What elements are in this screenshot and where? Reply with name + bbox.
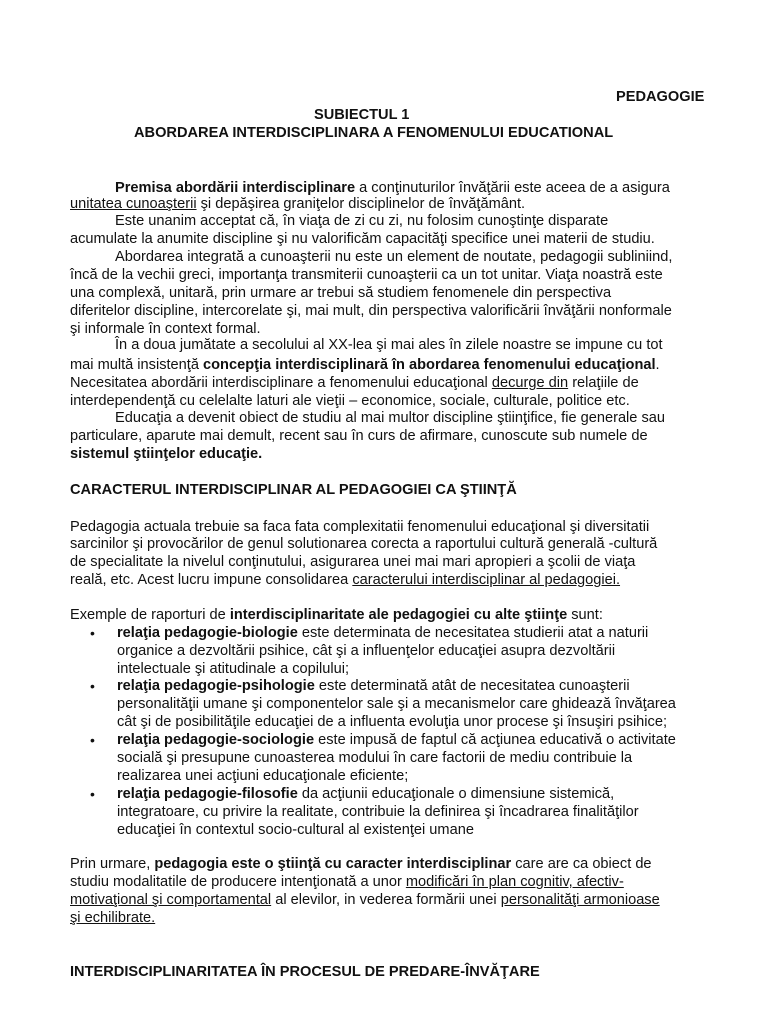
document-title: ABORDAREA INTERDISCIPLINARA A FENOMENULUI EDUCATIONAL bbox=[134, 125, 614, 141]
subject-label: PEDAGOGIE bbox=[616, 89, 705, 105]
bullet-line: integratoare, cu privire la realitate, contribuie la definirea şi încadrarea finalităţilor bbox=[117, 804, 639, 820]
intro-line: mai multă insistenţă concepţia interdisciplinară în abordarea fenomenului educaţional. bbox=[70, 357, 660, 373]
bullet-dot: • bbox=[90, 678, 95, 694]
bullet-line: intelectuale şi atitudinale a copilului; bbox=[117, 661, 350, 677]
conclusion-line: studiu modalitatile de producere intenţionată a unor modificări în plan cognitiv, afectiv- bbox=[70, 874, 624, 890]
bullet-line: educaţiei în contextul socio-cultural al existenţei umane bbox=[117, 822, 474, 838]
intro-line: unitatea cunoaşterii şi depăşirea graniţelor disciplinelor de învăţământ. bbox=[70, 196, 526, 212]
section-heading: CARACTERUL INTERDISCIPLINAR AL PEDAGOGIEI CA ŞTIINŢĂ bbox=[70, 482, 517, 498]
section-line: Pedagogia actuala trebuie sa faca fata complexitatii fenomenului educaţional şi diversitatii bbox=[70, 519, 650, 535]
intro-line: Necesitatea abordării interdisciplinare a fenomenului educaţional decurge din relaţiile de bbox=[70, 375, 639, 391]
bullet-dot: • bbox=[90, 625, 95, 641]
bullet-line: relaţia pedagogie-biologie este determinata de necesitatea studierii atat a naturii bbox=[117, 625, 649, 641]
intro-line: interdependenţă cu celelalte laturi ale vieţii – economice, sociale, culturale, politice etc. bbox=[70, 393, 630, 409]
intro-line: acumulate la anumite discipline şi nu valorificăm capacităţi specifice unei materii de studiu. bbox=[70, 231, 655, 247]
section-line: Exemple de raporturi de interdisciplinaritate ale pedagogiei cu alte ştiinţe sunt: bbox=[70, 607, 603, 623]
intro-line: În a doua jumătate a secolului al XX-lea şi mai ales în zilele noastre se impune cu tot bbox=[115, 337, 663, 353]
intro-line: Premisa abordării interdisciplinare a conţinuturilor învăţării este aceea de a asigura bbox=[115, 180, 670, 196]
intro-line: şi informale în context formal. bbox=[70, 321, 261, 337]
bullet-line: relaţia pedagogie-filosofie da acţiunii educaţionale o dimensiune sistemică, bbox=[117, 786, 615, 802]
subiect-heading: SUBIECTUL 1 bbox=[314, 107, 410, 123]
conclusion-line: motivaţional şi comportamental al elevilor, in vederea formării unei personalităţi armonioase bbox=[70, 892, 660, 908]
bullet-line: socială şi presupune cunoasterea modului în care factorii de mediu contribuie la bbox=[117, 750, 633, 766]
bullet-line: relaţia pedagogie-psihologie este determinată atât de necesitatea cunoaşterii bbox=[117, 678, 630, 694]
intro-line: una complexă, unitară, prin urmare ar trebui să studiem fenomenele din perspectiva bbox=[70, 285, 612, 301]
intro-line: particulare, aparute mai demult, recent sau în curs de afirmare, cunoscute sub numele de bbox=[70, 428, 648, 444]
intro-line: sistemul ştiinţelor educaţie. bbox=[70, 446, 263, 462]
section-heading: INTERDISCIPLINARITATEA ÎN PROCESUL DE PREDARE-ÎNVĂŢARE bbox=[70, 964, 540, 980]
intro-line: încă de la vechii greci, importanţa transmiterii cunoaşterii ca un tot unitar. Viaţa noastră este bbox=[70, 267, 663, 283]
bullet-line: realizarea unei acţiuni educaţionale eficiente; bbox=[117, 768, 409, 784]
intro-line: Este unanim acceptat că, în viaţa de zi cu zi, nu folosim cunoştinţe disparate bbox=[115, 213, 609, 229]
bullet-line: organice a dezvoltării psihice, cât şi a influenţelor educaţiei asupra dezvoltării bbox=[117, 643, 616, 659]
bullet-dot: • bbox=[90, 786, 95, 802]
conclusion-line: şi echilibrate. bbox=[70, 910, 156, 926]
bullet-line: relaţia pedagogie-sociologie este impusă de faptul că acţiunea educativă o activitate bbox=[117, 732, 676, 748]
section-line: reală, etc. Acest lucru impune consolidarea caracterului interdisciplinar al pedagogiei. bbox=[70, 572, 621, 588]
intro-line: Abordarea integrată a cunoaşterii nu este un element de noutate, pedagogii subliniind, bbox=[115, 249, 673, 265]
bullet-line: personalităţii umane şi componentelor sale şi a mecanismelor care ghidează învăţarea bbox=[117, 696, 676, 712]
section-line: sarcinilor şi provocărilor de genul solutionarea corecta a raportului cultură generală -cultură bbox=[70, 536, 658, 552]
bullet-line: cât şi de posibilităţile educaţiei de a influenta evoluţia unor procese şi însuşiri psihice; bbox=[117, 714, 668, 730]
section-line: de specialitate la nivelul conţinutului, asigurarea unei mai mari apropieri a şcolii de viaţa bbox=[70, 554, 636, 570]
conclusion-line: Prin urmare, pedagogia este o ştiinţă cu caracter interdisciplinar care are ca obiect de bbox=[70, 856, 652, 872]
intro-line: diferitelor discipline, intercorelate şi, mai mult, din perspectiva valorificării învăţării nonformale bbox=[70, 303, 672, 319]
bullet-dot: • bbox=[90, 732, 95, 748]
intro-line: Educaţia a devenit obiect de studiu al mai multor discipline ştiinţifice, fie generale sau bbox=[115, 410, 666, 426]
